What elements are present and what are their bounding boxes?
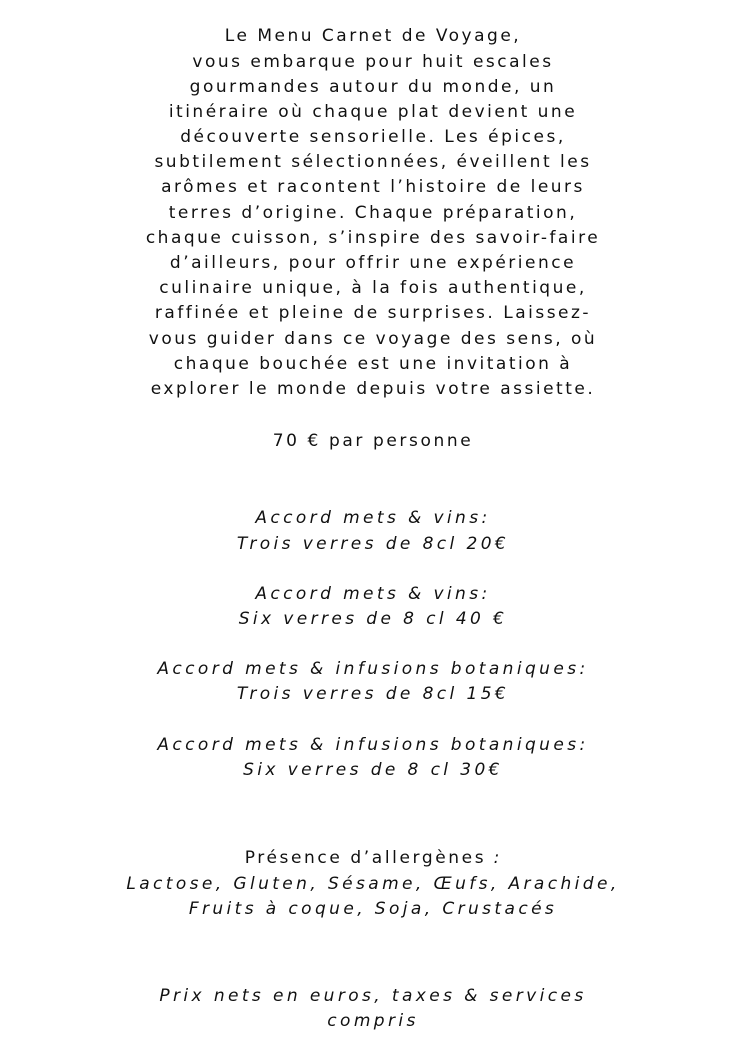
description-line: raffinée et pleine de surprises. Laissez- [154, 303, 592, 323]
description-line: chaque bouchée est une invitation à [173, 354, 573, 374]
description-line: terres d’origine. Chaque préparation, [168, 203, 578, 223]
description-line: culinaire unique, à la fois authentique, [159, 278, 587, 298]
footer-line: Prix nets en euros, taxes & services [159, 986, 587, 1006]
description-line: arômes et racontent l’histoire de leurs [161, 177, 585, 197]
pairing-detail: Six verres de 8 cl 30€ [243, 760, 503, 780]
description-line: subtilement sélectionnées, éveillent les [154, 152, 592, 172]
description-line: itinéraire où chaque plat devient une [168, 102, 578, 122]
pairing-title: Accord mets & infusions botaniques: [157, 659, 589, 679]
description-line: Le Menu Carnet de Voyage, [224, 26, 522, 46]
pairing-detail: Trois verres de 8cl 20€ [236, 534, 510, 554]
description-line: vous guider dans ce voyage des sens, où [148, 329, 598, 349]
menu-price: 70 € par personne [272, 431, 474, 451]
pairing-detail: Six verres de 8 cl 40 € [238, 609, 508, 629]
description-line: découverte sensorielle. Les épices, [180, 127, 566, 147]
pairing-title: Accord mets & vins: [255, 508, 491, 528]
description-line: explorer le monde depuis votre assiette. [150, 379, 596, 399]
description-line: d’ailleurs, pour offrir une expérience [169, 253, 577, 273]
pairing-title: Accord mets & infusions botaniques: [157, 735, 589, 755]
description-line: chaque cuisson, s’inspire des savoir-faire [145, 228, 601, 248]
pairing-title: Accord mets & vins: [255, 584, 491, 604]
allergens-list-line: Lactose, Gluten, Sésame, Œufs, Arachide, [126, 874, 620, 894]
pairing-detail: Trois verres de 8cl 15€ [236, 684, 510, 704]
allergens-label: Présence d’allergènes [244, 848, 487, 868]
description-line: gourmandes autour du monde, un [189, 77, 557, 97]
allergens-colon: : [486, 848, 502, 868]
footer-line: compris [327, 1011, 419, 1031]
description-line: vous embarque pour huit escales [192, 52, 554, 72]
allergens-heading [0, 846, 746, 871]
allergens-list-line: Fruits à coque, Soja, Crustacés [188, 899, 558, 919]
